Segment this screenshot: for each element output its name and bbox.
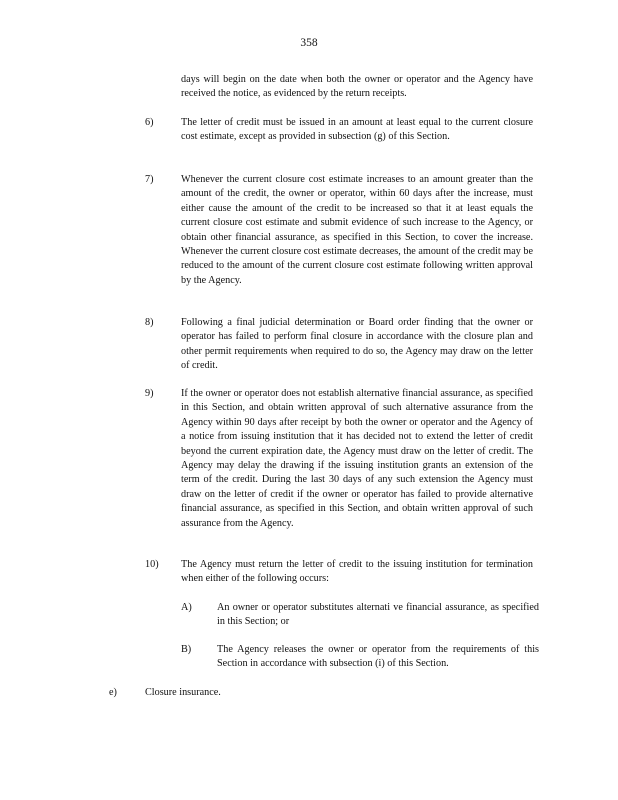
item-6-label: 6): [145, 117, 154, 128]
item-10-label: 10): [145, 559, 159, 570]
subitem-b-text: The Agency releases the owner or operator from the requirements of this Section in accordance with subsection (i) of this Section.: [217, 644, 539, 670]
item-8-text: Following a final judicial determination or Board order finding that the owner or operator has failed to perform final closure in accordance with the closure plan and other permit requirements when required to do so, the Agency may draw on the letter of credit.: [181, 317, 533, 372]
item-10-text: The Agency must return the letter of credit to the issuing institution for termination when either of the following occurs:: [181, 559, 533, 585]
item-7-label: 7): [145, 174, 154, 185]
item-9-text: If the owner or operator does not establish alternative financial assurance, as specified in this Section, and obtain written approval of such alternative assurance from the Agency within 90 days after receipt by both the owner or operator and the Agency of a notice from issuing institution that it has decided not to extend the letter of credit beyond the current expiration date, the Agency must draw on the letter of credit. The Agency may delay the drawing if the issuing institution grants an extension of the term of the credit. During the last 30 days of any such extension the Agency must draw on the letter of credit if the owner or operator has failed to provide alternative financial assurance, as specified in this Section, and obtain written approval of such assurance from the Agency.: [181, 388, 533, 529]
subitem-a-text: An owner or operator substitutes alternati ve financial assurance, as specified in this Section; or: [217, 602, 539, 628]
item-6-text: The letter of credit must be issued in an amount at least equal to the current closure cost estimate, except as provided in subsection (g) of this Section.: [181, 117, 533, 143]
section-e-label: e): [109, 687, 117, 698]
item-7-text: Whenever the current closure cost estimate increases to an amount greater than the amount of the credit, the owner or operator, within 60 days after the increase, must either cause the amount of the credit to be increased so that it at least equals the current closure cost estimate and submit evidence of such increase to the Agency, or obtain other financial assurance, as specified in this Section, to cover the increase. Whenever the current closure cost estimate decreases, the amount of the credit may be reduced to the amount of the current closure cost estimate following written approval by the Agency.: [181, 174, 533, 286]
subitem-b-label: B): [181, 644, 192, 655]
item-8-label: 8): [145, 317, 154, 328]
section-e-title: Closure insurance.: [145, 687, 221, 698]
page-number: 358: [300, 37, 318, 49]
item-9-label: 9): [145, 388, 154, 399]
subitem-a-label: A): [181, 602, 192, 613]
intro-paragraph: days will begin on the date when both the owner or operator and the Agency have received the notice, as evidenced by the return receipts.: [181, 74, 533, 100]
